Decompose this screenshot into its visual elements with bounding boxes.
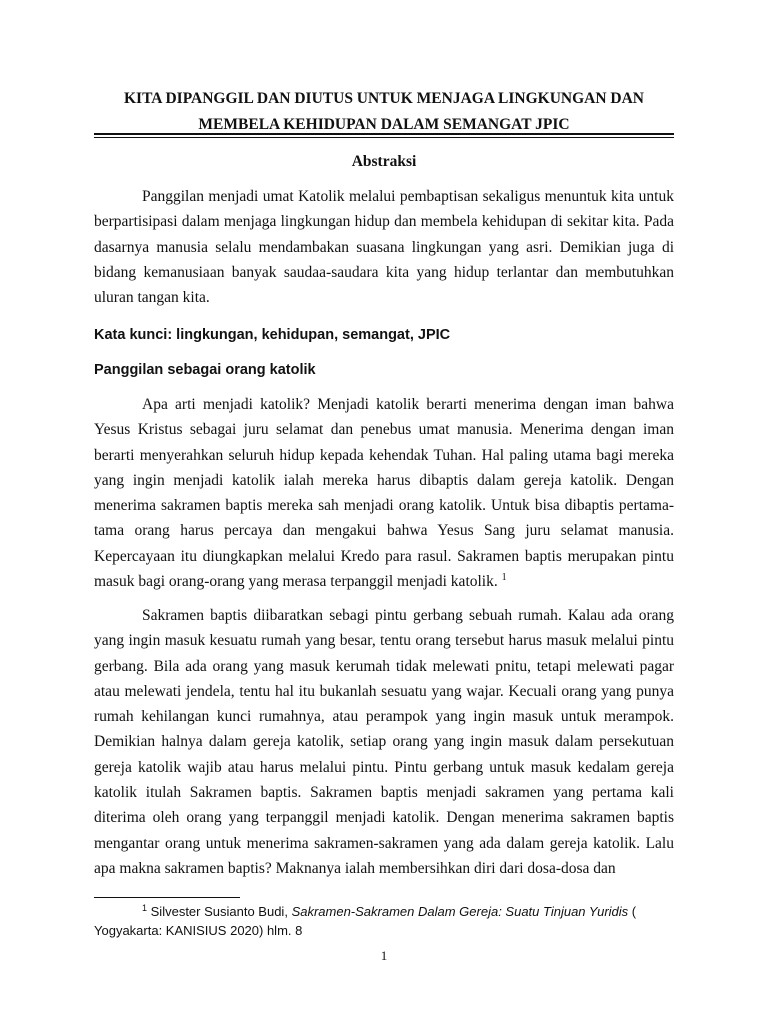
footnote-author: Silvester Susianto Budi, [150, 904, 288, 919]
body-paragraph-2: Sakramen baptis diibaratkan sebagi pintu gerbang sebuah rumah. Kalau ada orang yang ingin masuk kesuatu rumah yang besar, tentu orang tersebut harus masuk melalui pintu gerbang. Bila ada orang yang masuk kerumah tidak melewati pnitu, tetapi melewati pagar atau melewati jendela, tentu hal itu bukanlah sesuatu yang wajar. Kecuali orang yang punya rumah kehilangan kunci rumahnya, atau perampok yang ingin masuk untuk merampok. Demikian halnya dalam gereja katolik, setiap orang yang ingin masuk dalam persekutuan gereja katolik wajib atau harus melalui pintu. Pintu gerbang untuk masuk kedalam gereja katolik itulah Sakramen baptis. Sakramen baptis menjadi sakramen yang pertama kali diterima oleh orang yang terpanggil menjadi katolik. Dengan menerima sakramen baptis mengantar orang untuk menerima sakramen-sakramen yang ada dalam gereja katolik. Lalu apa makna sakramen baptis? Maknanya ialah membersihkan diri dari dosa-dosa dan [94, 607, 674, 877]
page-number: 1 [380, 948, 388, 963]
footnote [94, 902, 674, 940]
abstract-paragraph: Panggilan menjadi umat Katolik melalui pembaptisan sekaligus menuntuk kita untuk berpartisipasi dalam menjaga lingkungan hidup dan membela kehidupan di sekitar kita. Pada dasarnya manusia selalu mendambakan suasana lingkungan yang asri. Demikian juga di bidang kemanusiaan banyak saudaa-saudara kita yang hidup terlantar dan membutuhkan uluran tangan kita. [94, 188, 674, 307]
footnote-reference[interactable]: 1 [501, 571, 507, 583]
footnote-mark: 1 [142, 902, 148, 913]
title-divider-thin [94, 137, 674, 138]
body-paragraph-1 [94, 392, 674, 594]
footnote-publication: ( Yogyakarta: KANISIUS 2020) hlm. 8 [94, 904, 637, 938]
document-title: KITA DIPANGGIL DAN DIUTUS UNTUK MENJAGA LINGKUNGAN DAN MEMBELA KEHIDUPAN DALAM SEMANGAT JPIC [123, 90, 644, 133]
title-divider-thick [94, 133, 674, 135]
footnote-divider [94, 897, 240, 898]
section-heading: Panggilan sebagai orang katolik [94, 362, 316, 378]
footnote-book-title: Sakramen-Sakramen Dalam Gereja: Suatu Tinjuan Yuridis [291, 904, 629, 919]
body-paragraph-1-text: Apa arti menjadi katolik? Menjadi katolik berarti menerima dengan iman bahwa Yesus Kristus sebagai juru selamat dan penebus umat manusia. Menerima dengan iman berarti menyerahkan seluruh hidup kepada kehendak Tuhan. Hal paling utama bagi mereka yang ingin menjadi katolik ialah mereka harus dibaptis dalam gereja katolik. Dengan menerima sakramen baptis mereka sah menjadi orang katolik. Untuk bisa dibaptis pertama-tama orang harus percaya dan mengakui bahwa Yesus Sang juru selamat manusia. Kepercayaan itu diungkapkan melalui Kredo para rasul. Sakramen baptis merupakan pintu masuk bagi orang-orang yang merasa terpanggil menjadi katolik. [94, 396, 674, 591]
abstract-heading: Abstraksi [351, 153, 417, 170]
keywords-line: Kata kunci: lingkungan, kehidupan, semangat, JPIC [94, 327, 451, 343]
